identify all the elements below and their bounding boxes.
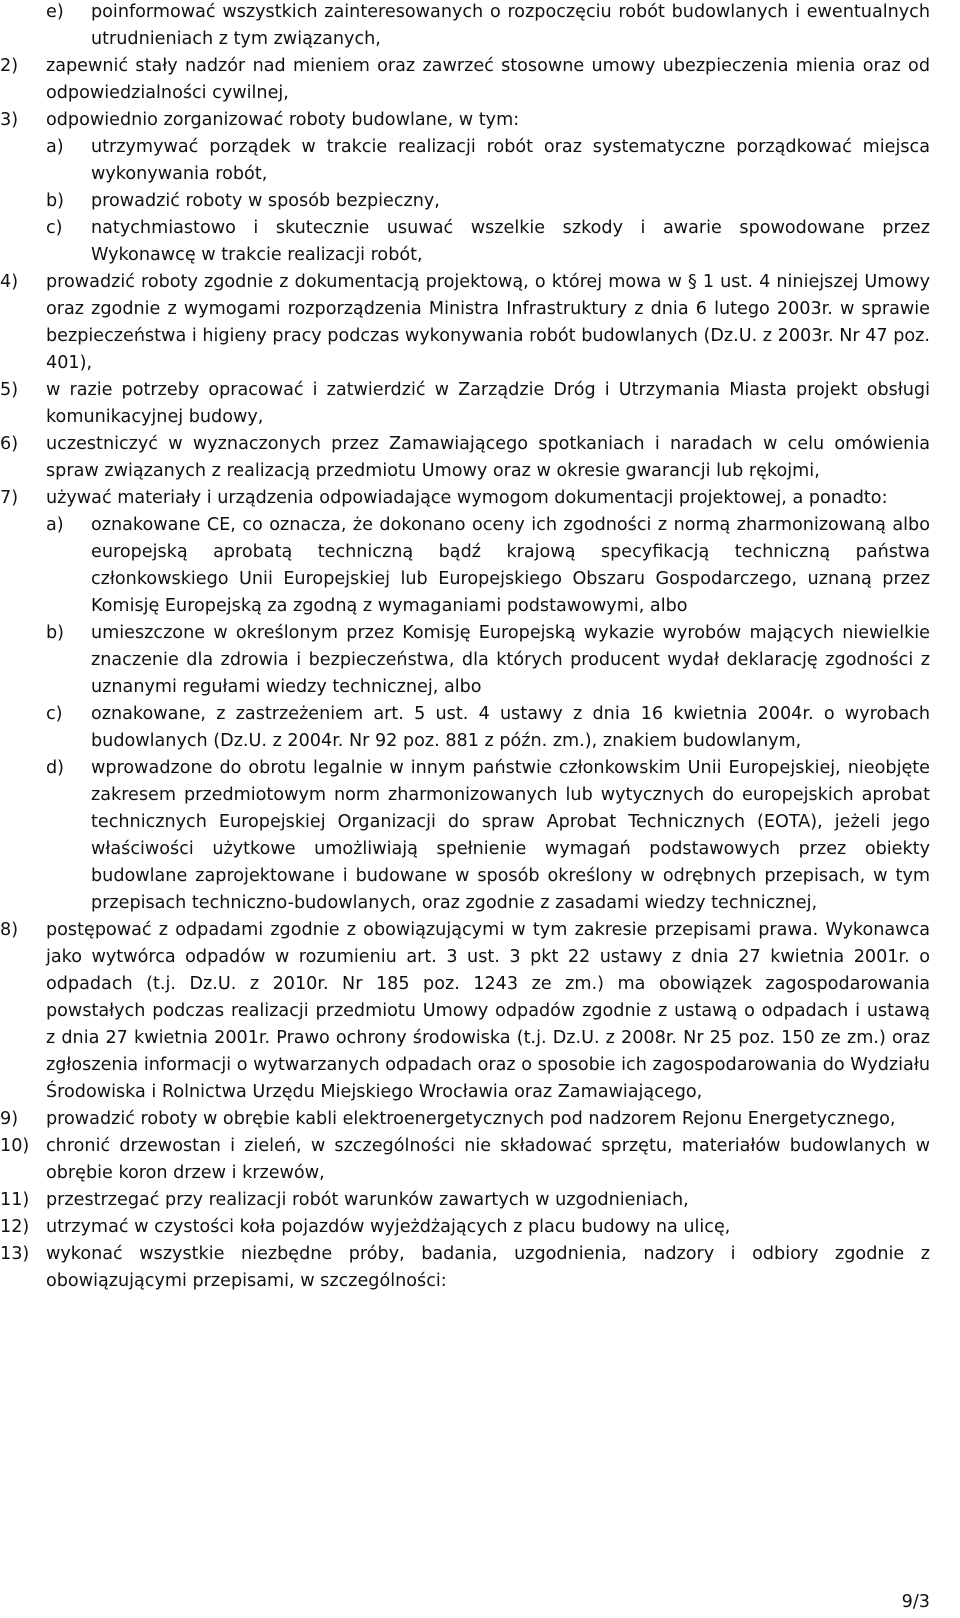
list-item: [46, 188, 930, 215]
list-marker: 8): [0, 920, 19, 940]
list-marker: e): [46, 2, 64, 22]
list-item-text: wykonać wszystkie niezbędne próby, badania, uzgodnienia, nadzory i odbiory zgodnie z obowiązującymi przepisami, w szczególności:: [46, 1244, 930, 1291]
list-marker: 11): [0, 1190, 30, 1210]
list-item: [46, 215, 930, 269]
list-item-text: utrzymać w czystości koła pojazdów wyjeżdżających z placu budowy na ulicę,: [46, 1217, 731, 1237]
list-item-text: poinformować wszystkich zainteresowanych o rozpoczęciu robót budowlanych i ewentualnych utrudnieniach z tym związanych,: [91, 2, 930, 49]
list-item-text: umieszczone w określonym przez Komisję Europejską wykazie wyrobów mających niewielkie znaczenie dla zdrowia i bezpieczeństwa, dla których producent wydał deklarację zgodności z uznanymi regułami wiedzy technicznej, albo: [91, 623, 930, 697]
list-item: [0, 485, 930, 512]
list-marker: d): [46, 758, 65, 778]
list-item-text: utrzymywać porządek w trakcie realizacji robót oraz systematyczne porządkować miejsca wykonywania robót,: [91, 137, 930, 184]
list-item: [0, 1214, 930, 1241]
list-item-text: uczestniczyć w wyznaczonych przez Zamawiającego spotkaniach i naradach w celu omówienia spraw związanych z realizacją przedmiotu Umowy oraz w okresie gwarancji lub rękojmi,: [46, 434, 930, 481]
list-item-text: prowadzić roboty w sposób bezpieczny,: [91, 191, 440, 211]
list-item-text: odpowiednio zorganizować roboty budowlane, w tym:: [46, 110, 520, 130]
list-item-text: postępować z odpadami zgodnie z obowiązującymi w tym zakresie przepisami prawa. Wykonawca jako wytwórca odpadów w rozumieniu art. 3 ust. 3 pkt 22 ustawy z dnia 27 kwietnia 2001r. o odpadach (t.j. Dz.U. z 2010r. Nr 185 poz. 1243 ze zm.) ma obowiązek zagospodarowania powstałych podczas realizacji przedmiotu Umowy odpadów zgodnie z ustawą o odpadach i ustawą z dnia 27 kwietnia 2001r. Prawo ochrony środowiska (t.j. Dz.U. z 2008r. Nr 25 poz. 150 ze zm.) oraz zgłoszenia informacji o wytwarzanych odpadach oraz o sposobie ich zagospodarowania do Wydziału Środowiska i Rolnictwa Urzędu Miejskiego Wrocławia oraz Zamawiającego,: [46, 920, 930, 1102]
list-item: [46, 512, 930, 620]
list-marker: 13): [0, 1244, 30, 1264]
list-item: [46, 620, 930, 701]
list-item: [0, 1106, 930, 1133]
list-marker: 4): [0, 272, 19, 292]
list-item-text: oznakowane, z zastrzeżeniem art. 5 ust. 4 ustawy z dnia 16 kwietnia 2004r. o wyrobach budowlanych (Dz.U. z 2004r. Nr 92 poz. 881 z późn. zm.), znakiem budowlanym,: [91, 704, 930, 751]
list-marker: 5): [0, 380, 19, 400]
list-item-text: prowadzić roboty w obrębie kabli elektroenergetycznych pod nadzorem Rejonu Energetycznego,: [46, 1109, 896, 1129]
list-item-text: zapewnić stały nadzór nad mieniem oraz zawrzeć stosowne umowy ubezpieczenia mienia oraz od odpowiedzialności cywilnej,: [46, 56, 930, 103]
list-marker: 12): [0, 1217, 30, 1237]
list-item: [0, 1241, 930, 1295]
list-marker: 9): [0, 1109, 19, 1129]
list-marker: 6): [0, 434, 19, 454]
list-item-text: chronić drzewostan i zieleń, w szczególności nie składować sprzętu, materiałów budowlanych w obrębie koron drzew i krzewów,: [46, 1136, 930, 1183]
list-item: [0, 269, 930, 377]
list-item: [0, 1187, 930, 1214]
list-item: [46, 701, 930, 755]
list-item: [0, 431, 930, 485]
list-item-text: w razie potrzeby opracować i zatwierdzić w Zarządzie Dróg i Utrzymania Miasta projekt obsługi komunikacyjnej budowy,: [46, 380, 930, 427]
list-item: [46, 755, 930, 917]
list-marker: 10): [0, 1136, 30, 1156]
list-marker: 2): [0, 56, 19, 76]
list-marker: b): [46, 191, 65, 211]
list-item: [0, 107, 930, 134]
page-number: 9/3: [901, 1592, 930, 1612]
list-marker: c): [46, 218, 63, 238]
list-item: [46, 134, 930, 188]
list-item-text: natychmiastowo i skutecznie usuwać wszelkie szkody i awarie spowodowane przez Wykonawcę w trakcie realizacji robót,: [91, 218, 930, 265]
list-item-text: oznakowane CE, co oznacza, że dokonano oceny ich zgodności z normą zharmonizowaną albo europejską aprobatą techniczną bądź krajową specyfikacją techniczną państwa członkowskiego Unii Europejskiej lub Europejskiego Obszaru Gospodarczego, uznaną przez Komisję Europejską za zgodną z wymaganiami podstawowymi, albo: [91, 515, 930, 616]
list-marker: a): [46, 515, 64, 535]
list-item: [46, 0, 930, 53]
list-item: [0, 917, 930, 1106]
list-item: [0, 377, 930, 431]
list-marker: 7): [0, 488, 19, 508]
list-item: [0, 1133, 930, 1187]
list-item-text: używać materiały i urządzenia odpowiadające wymogom dokumentacji projektowej, a ponadto:: [46, 488, 888, 508]
list-item-text: prowadzić roboty zgodnie z dokumentacją projektową, o której mowa w § 1 ust. 4 niniejszej Umowy oraz zgodnie z wymogami rozporządzenia Ministra Infrastruktury z dnia 6 lutego 2003r. w sprawie bezpieczeństwa i higieny pracy podczas wykonywania robót budowlanych (Dz.U. z 2003r. Nr 47 poz. 401),: [46, 272, 930, 373]
list-item-text: przestrzegać przy realizacji robót warunków zawartych w uzgodnieniach,: [46, 1190, 689, 1210]
list-marker: a): [46, 137, 64, 157]
list-marker: c): [46, 704, 63, 724]
list-item: [0, 53, 930, 107]
list-marker: b): [46, 623, 65, 643]
list-marker: 3): [0, 110, 19, 130]
list-item-text: wprowadzone do obrotu legalnie w innym państwie członkowskim Unii Europejskiej, nieobjęte zakresem przedmiotowym norm zharmonizowanych lub wytycznych do europejskich aprobat technicznych Europejskiej Organizacji do spraw Aprobat Technicznych (EOTA), jeżeli jego właściwości użytkowe umożliwiają spełnienie wymagań podstawowych przez obiekty budowlane zaprojektowane i budowane w sposób określony w odrębnych przepisach, w tym przepisach techniczno-budowlanych, oraz zgodnie z zasadami wiedzy technicznej,: [91, 758, 930, 913]
